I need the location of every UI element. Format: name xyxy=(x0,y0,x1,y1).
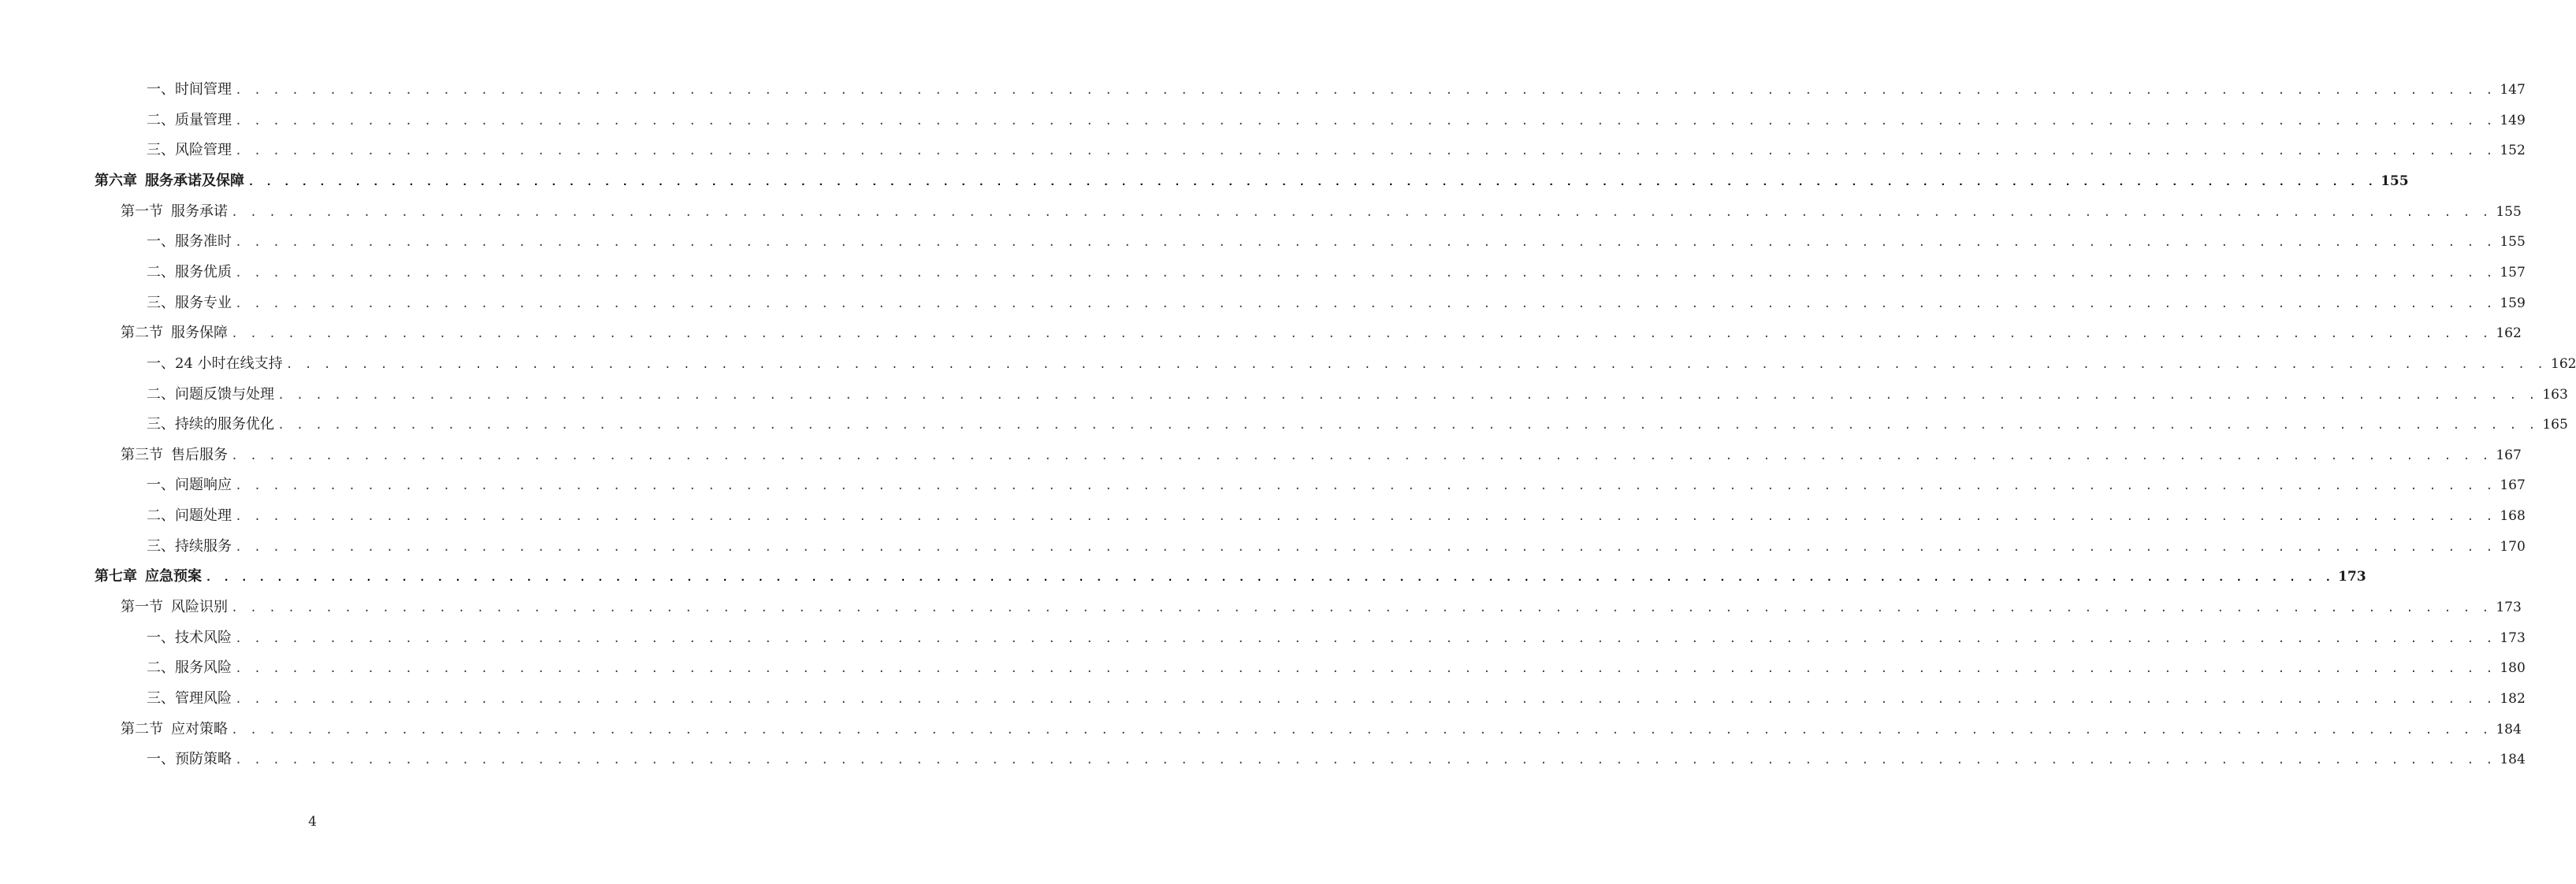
toc-entry-label xyxy=(147,139,232,162)
dot-leader: . . . . . . . . . . . . . . . . . . . . . . . . . . . . . . . . . . . . . . . . . . . . . . . . . . . . . . . . . . . . . . . . . . . . . . . . . . . . . . . . . . . . . . . . . . . . . . . . . . . . . . . . . . . . . . . . . . . . . . . . xyxy=(235,693,2496,707)
dot-leader: . . . . . . . . . . . . . . . . . . . . . . . . . . . . . . . . . . . . . . . . . . . . . . . . . . . . . . . . . . . . . . . . . . . . . . . . . . . . . . . . . . . . . . . . . . . . . . . . . . . . . . . . . . . . . . . . . . . . . . . . xyxy=(235,480,2496,494)
toc-entry-page: 155 xyxy=(2496,203,2522,220)
toc-entry-label xyxy=(121,596,228,618)
toc-subsection-entry[interactable] xyxy=(147,110,2526,132)
toc-entry-title: 二、问题处理 xyxy=(147,507,232,525)
toc-entry-title: 三、服务专业 xyxy=(147,294,232,311)
dot-leader: . . . . . . . . . . . . . . . . . . . . . . . . . . . . . . . . . . . . . . . . . . . . . . . . . . . . . . . . . . . . . . . . . . . . . . . . . . . . . . . . . . . . . . . . . . . . . . . . . . . . . . . . . . . . . . . . . . . . . . . . xyxy=(277,419,2538,433)
toc-section-entry[interactable] xyxy=(121,444,2522,466)
toc-entry-title: 二、质量管理 xyxy=(147,111,232,128)
toc-section-entry[interactable] xyxy=(121,322,2522,344)
toc-entry-title: 三、持续服务 xyxy=(147,537,232,555)
toc-entry-title: 服务承诺及保障 xyxy=(145,172,244,189)
toc-entry-page: 180 xyxy=(2500,660,2526,677)
toc-entry-title: 服务保障 xyxy=(171,325,228,342)
toc-entry-page: 173 xyxy=(2500,630,2526,646)
toc-entry-page: 168 xyxy=(2500,508,2526,525)
toc-subsection-entry[interactable] xyxy=(147,231,2526,253)
toc-subsection-entry[interactable] xyxy=(147,384,2568,406)
toc-entry-title: 风险识别 xyxy=(171,599,228,616)
toc-entry-title: 售后服务 xyxy=(171,446,228,463)
toc-entry-page: 163 xyxy=(2542,386,2568,403)
toc-entry-title: 一、预防策略 xyxy=(147,751,232,768)
dot-leader: . . . . . . . . . . . . . . . . . . . . . . . . . . . . . . . . . . . . . . . . . . . . . . . . . . . . . . . . . . . . . . . . . . . . . . . . . . . . . . . . . . . . . . . . . . . . . . . . . . . . . . . . . . . . . . . . . . . . . . . . xyxy=(247,175,2377,189)
toc-entry-title: 一、24 小时在线支持 xyxy=(147,355,283,372)
dot-leader: . . . . . . . . . . . . . . . . . . . . . . . . . . . . . . . . . . . . . . . . . . . . . . . . . . . . . . . . . . . . . . . . . . . . . . . . . . . . . . . . . . . . . . . . . . . . . . . . . . . . . . . . . . . . . . . . . . . . . . . . xyxy=(205,571,2334,585)
toc-entry-page: 173 xyxy=(2338,569,2366,585)
toc-entry-page: 184 xyxy=(2500,752,2526,768)
toc-entry-label xyxy=(147,231,232,253)
toc-entry-number: 第三节 xyxy=(121,446,163,463)
toc-entry-title: 应急预案 xyxy=(145,568,202,585)
dot-leader: . . . . . . . . . . . . . . . . . . . . . . . . . . . . . . . . . . . . . . . . . . . . . . . . . . . . . . . . . . . . . . . . . . . . . . . . . . . . . . . . . . . . . . . . . . . . . . . . . . . . . . . . . . . . . . . . . . . . . . . . xyxy=(235,84,2496,98)
toc-entry-label xyxy=(121,322,228,344)
toc-entry-number: 第一节 xyxy=(121,202,163,220)
toc-entry-label xyxy=(147,748,232,771)
dot-leader: . . . . . . . . . . . . . . . . . . . . . . . . . . . . . . . . . . . . . . . . . . . . . . . . . . . . . . . . . . . . . . . . . . . . . . . . . . . . . . . . . . . . . . . . . . . . . . . . . . . . . . . . . . . . . . . . . . . . . . . . xyxy=(235,663,2496,677)
toc-entry-title: 二、问题反馈与处理 xyxy=(147,385,274,403)
toc-entry-page: 170 xyxy=(2500,538,2526,555)
dot-leader: . . . . . . . . . . . . . . . . . . . . . . . . . . . . . . . . . . . . . . . . . . . . . . . . . . . . . . . . . . . . . . . . . . . . . . . . . . . . . . . . . . . . . . . . . . . . . . . . . . . . . . . . . . . . . . . . . . . . . . . . xyxy=(235,145,2496,159)
toc-entry-page: 173 xyxy=(2496,600,2522,616)
toc-entry-page: 155 xyxy=(2381,173,2409,189)
toc-entry-label xyxy=(95,566,202,588)
toc-entry-label xyxy=(121,719,228,741)
toc-entry-title: 一、问题响应 xyxy=(147,477,232,494)
toc-subsection-entry[interactable] xyxy=(147,139,2526,162)
dot-leader: . . . . . . . . . . . . . . . . . . . . . . . . . . . . . . . . . . . . . . . . . . . . . . . . . . . . . . . . . . . . . . . . . . . . . . . . . . . . . . . . . . . . . . . . . . . . . . . . . . . . . . . . . . . . . . . . . . . . . . . . xyxy=(235,114,2496,128)
toc-entry-label xyxy=(147,474,232,496)
toc-subsection-entry[interactable] xyxy=(147,505,2526,527)
toc-section-entry[interactable] xyxy=(121,201,2522,223)
dot-leader: . . . . . . . . . . . . . . . . . . . . . . . . . . . . . . . . . . . . . . . . . . . . . . . . . . . . . . . . . . . . . . . . . . . . . . . . . . . . . . . . . . . . . . . . . . . . . . . . . . . . . . . . . . . . . . . . . . . . . . . . xyxy=(235,297,2496,311)
toc-subsection-entry[interactable] xyxy=(147,688,2526,710)
dot-leader: . . . . . . . . . . . . . . . . . . . . . . . . . . . . . . . . . . . . . . . . . . . . . . . . . . . . . . . . . . . . . . . . . . . . . . . . . . . . . . . . . . . . . . . . . . . . . . . . . . . . . . . . . . . . . . . . . . . . . . . . xyxy=(235,754,2496,768)
toc-entry-label xyxy=(95,170,244,192)
toc-section-entry[interactable] xyxy=(121,596,2522,618)
toc-chapter-entry[interactable] xyxy=(95,170,2409,192)
toc-entry-label xyxy=(147,505,232,527)
toc-section-entry[interactable] xyxy=(121,719,2522,741)
toc-entry-number: 第七章 xyxy=(95,568,137,585)
toc-entry-label xyxy=(147,292,232,314)
toc-subsection-entry[interactable] xyxy=(147,748,2526,771)
toc-subsection-entry[interactable] xyxy=(147,414,2568,436)
toc-entry-page: 167 xyxy=(2496,447,2522,463)
toc-entry-number: 第二节 xyxy=(121,325,163,342)
dot-leader: . . . . . . . . . . . . . . . . . . . . . . . . . . . . . . . . . . . . . . . . . . . . . . . . . . . . . . . . . . . . . . . . . . . . . . . . . . . . . . . . . . . . . . . . . . . . . . . . . . . . . . . . . . . . . . . . . . . . . . . . xyxy=(235,236,2496,251)
toc-entry-title: 二、服务风险 xyxy=(147,659,232,677)
toc-entry-label xyxy=(147,657,232,679)
toc-entry-title: 三、风险管理 xyxy=(147,142,232,159)
dot-leader: . . . . . . . . . . . . . . . . . . . . . . . . . . . . . . . . . . . . . . . . . . . . . . . . . . . . . . . . . . . . . . . . . . . . . . . . . . . . . . . . . . . . . . . . . . . . . . . . . . . . . . . . . . . . . . . . . . . . . . . . xyxy=(285,358,2546,372)
toc-entry-title: 二、服务优质 xyxy=(147,263,232,280)
toc-entry-number: 第六章 xyxy=(95,172,137,189)
toc-entry-page: 184 xyxy=(2496,721,2522,737)
toc-entry-title: 一、技术风险 xyxy=(147,629,232,646)
dot-leader: . . . . . . . . . . . . . . . . . . . . . . . . . . . . . . . . . . . . . . . . . . . . . . . . . . . . . . . . . . . . . . . . . . . . . . . . . . . . . . . . . . . . . . . . . . . . . . . . . . . . . . . . . . . . . . . . . . . . . . . . xyxy=(231,723,2492,737)
dot-leader: . . . . . . . . . . . . . . . . . . . . . . . . . . . . . . . . . . . . . . . . . . . . . . . . . . . . . . . . . . . . . . . . . . . . . . . . . . . . . . . . . . . . . . . . . . . . . . . . . . . . . . . . . . . . . . . . . . . . . . . . xyxy=(231,602,2492,616)
toc-entry-page: 162 xyxy=(2551,355,2576,372)
toc-entry-page: 147 xyxy=(2500,82,2526,98)
toc-entry-title: 一、服务准时 xyxy=(147,233,232,251)
toc-entry-page: 167 xyxy=(2500,477,2526,494)
toc-entry-page: 152 xyxy=(2500,143,2526,159)
toc-subsection-entry[interactable] xyxy=(147,627,2526,649)
toc-subsection-entry[interactable] xyxy=(147,79,2526,101)
toc-entry-label xyxy=(147,414,274,436)
dot-leader: . . . . . . . . . . . . . . . . . . . . . . . . . . . . . . . . . . . . . . . . . . . . . . . . . . . . . . . . . . . . . . . . . . . . . . . . . . . . . . . . . . . . . . . . . . . . . . . . . . . . . . . . . . . . . . . . . . . . . . . . xyxy=(231,328,2492,342)
toc-entry-number: 第二节 xyxy=(121,720,163,737)
dot-leader: . . . . . . . . . . . . . . . . . . . . . . . . . . . . . . . . . . . . . . . . . . . . . . . . . . . . . . . . . . . . . . . . . . . . . . . . . . . . . . . . . . . . . . . . . . . . . . . . . . . . . . . . . . . . . . . . . . . . . . . . xyxy=(235,266,2496,280)
toc-entry-title: 三、持续的服务优化 xyxy=(147,416,274,433)
dot-leader: . . . . . . . . . . . . . . . . . . . . . . . . . . . . . . . . . . . . . . . . . . . . . . . . . . . . . . . . . . . . . . . . . . . . . . . . . . . . . . . . . . . . . . . . . . . . . . . . . . . . . . . . . . . . . . . . . . . . . . . . xyxy=(235,511,2496,525)
toc-subsection-entry[interactable] xyxy=(147,657,2526,679)
toc-entry-page: 155 xyxy=(2500,234,2526,251)
toc-entry-page: 162 xyxy=(2496,325,2522,342)
toc-subsection-entry[interactable] xyxy=(147,353,2576,375)
toc-chapter-entry[interactable] xyxy=(95,566,2366,588)
toc-entry-title: 服务承诺 xyxy=(171,202,228,220)
dot-leader: . . . . . . . . . . . . . . . . . . . . . . . . . . . . . . . . . . . . . . . . . . . . . . . . . . . . . . . . . . . . . . . . . . . . . . . . . . . . . . . . . . . . . . . . . . . . . . . . . . . . . . . . . . . . . . . . . . . . . . . . xyxy=(231,449,2492,463)
toc-entry-label xyxy=(121,444,228,466)
page-number: 4 xyxy=(308,814,317,830)
toc-entry-label xyxy=(147,110,232,132)
toc-subsection-entry[interactable] xyxy=(147,536,2526,558)
dot-leader: . . . . . . . . . . . . . . . . . . . . . . . . . . . . . . . . . . . . . . . . . . . . . . . . . . . . . . . . . . . . . . . . . . . . . . . . . . . . . . . . . . . . . . . . . . . . . . . . . . . . . . . . . . . . . . . . . . . . . . . . xyxy=(277,388,2538,403)
toc-entry-label xyxy=(147,353,283,375)
toc-entry-number: 第一节 xyxy=(121,599,163,616)
dot-leader: . . . . . . . . . . . . . . . . . . . . . . . . . . . . . . . . . . . . . . . . . . . . . . . . . . . . . . . . . . . . . . . . . . . . . . . . . . . . . . . . . . . . . . . . . . . . . . . . . . . . . . . . . . . . . . . . . . . . . . . . xyxy=(231,206,2492,220)
toc-subsection-entry[interactable] xyxy=(147,262,2526,284)
toc-entry-label xyxy=(147,79,232,101)
toc-entry-title: 应对策略 xyxy=(171,720,228,737)
toc-entry-label xyxy=(147,262,232,284)
toc-entry-label xyxy=(147,384,274,406)
toc-entry-title: 三、管理风险 xyxy=(147,690,232,707)
dot-leader: . . . . . . . . . . . . . . . . . . . . . . . . . . . . . . . . . . . . . . . . . . . . . . . . . . . . . . . . . . . . . . . . . . . . . . . . . . . . . . . . . . . . . . . . . . . . . . . . . . . . . . . . . . . . . . . . . . . . . . . . xyxy=(235,632,2496,646)
toc-entry-label xyxy=(147,627,232,649)
toc-entry-page: 149 xyxy=(2500,112,2526,128)
toc-entry-page: 182 xyxy=(2500,691,2526,707)
dot-leader: . . . . . . . . . . . . . . . . . . . . . . . . . . . . . . . . . . . . . . . . . . . . . . . . . . . . . . . . . . . . . . . . . . . . . . . . . . . . . . . . . . . . . . . . . . . . . . . . . . . . . . . . . . . . . . . . . . . . . . . . xyxy=(235,540,2496,555)
toc-subsection-entry[interactable] xyxy=(147,292,2526,314)
toc-entry-label xyxy=(147,536,232,558)
toc-entry-title: 一、时间管理 xyxy=(147,81,232,98)
toc-entry-page: 157 xyxy=(2500,264,2526,280)
toc-subsection-entry[interactable] xyxy=(147,474,2526,496)
toc-entry-label xyxy=(121,201,228,223)
toc-entry-page: 159 xyxy=(2500,295,2526,311)
toc-entry-page: 165 xyxy=(2542,417,2568,433)
toc-entry-label xyxy=(147,688,232,710)
